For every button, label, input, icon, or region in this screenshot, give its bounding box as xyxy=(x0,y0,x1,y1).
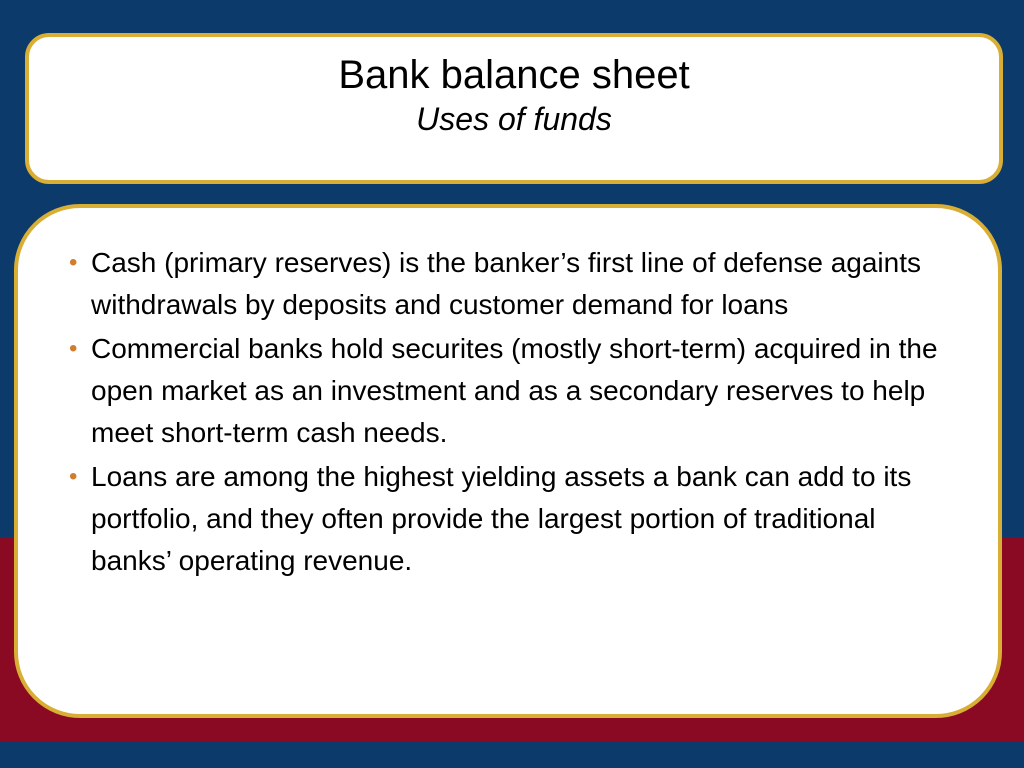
title-panel xyxy=(25,33,1003,184)
content-panel xyxy=(14,204,1002,718)
bullet-dot-icon: • xyxy=(69,249,78,276)
slide-subtitle: Uses of funds xyxy=(416,101,612,137)
bullet-item xyxy=(71,328,958,454)
bullet-item xyxy=(71,456,958,582)
bullet-list xyxy=(18,208,998,582)
bullet-dot-icon: • xyxy=(69,463,78,490)
bullet-text: Cash (primary reserves) is the banker’s first line of defense againts withdrawals by deposits and customer demand for loans xyxy=(91,247,921,320)
slide-title: Bank balance sheet xyxy=(338,53,690,97)
bullet-text: Loans are among the highest yielding assets a bank can add to its portfolio, and they often provide the largest portion of traditional banks’ operating revenue. xyxy=(91,461,912,576)
bullet-dot-icon: • xyxy=(69,335,78,362)
bullet-item xyxy=(71,242,958,326)
background-bottom-band xyxy=(0,742,1024,768)
bullet-text: Commercial banks hold securites (mostly short-term) acquired in the open market as an investment and as a secondary reserves to help meet short-term cash needs. xyxy=(91,333,938,448)
